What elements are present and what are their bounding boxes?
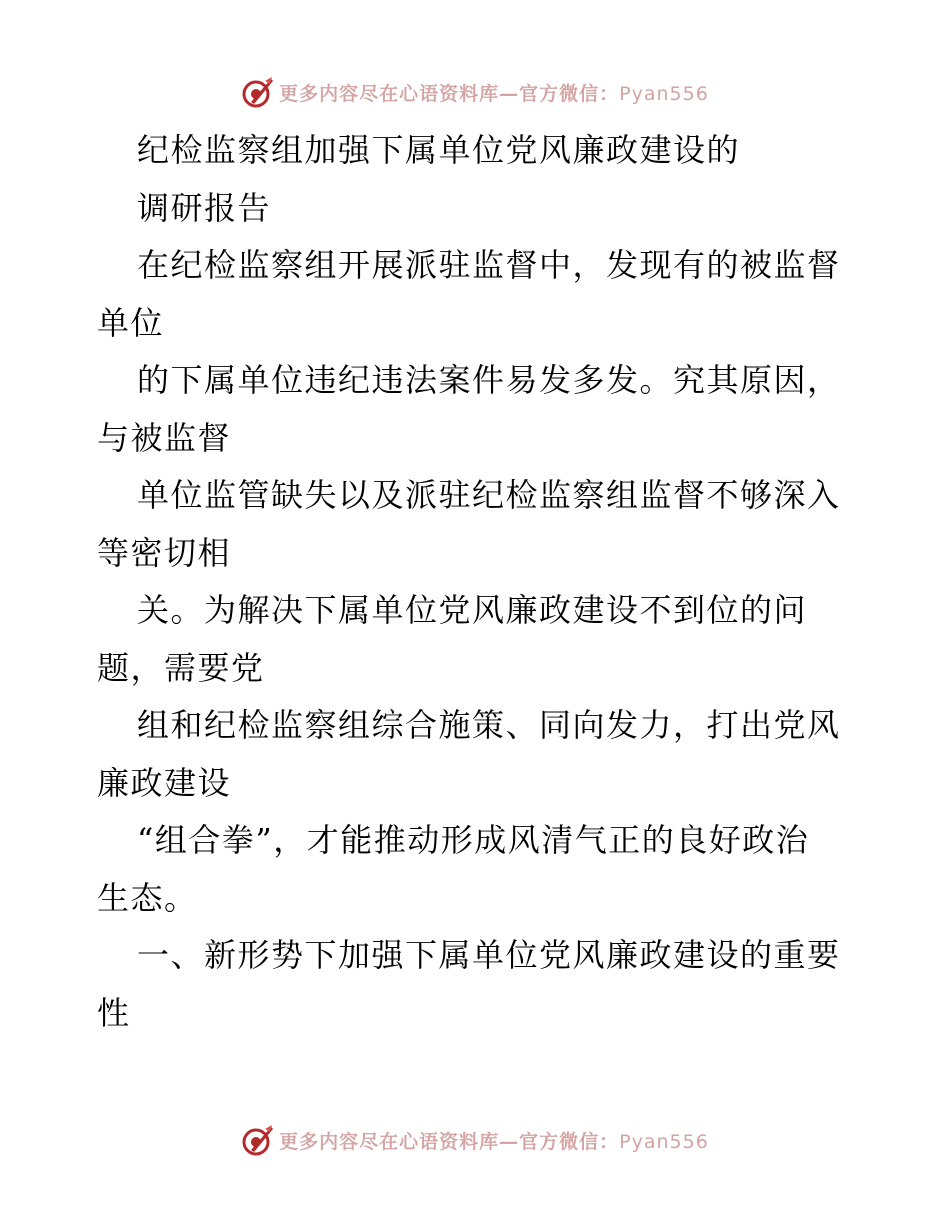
text-line: 生态。 [97,878,198,917]
header-banner [0,72,950,112]
text-line: 廉政建设 [97,763,232,802]
wechat-id: Pyan556 [619,1130,709,1153]
text-line: “组合拳”，才能推动形成风清气正的良好政治 [137,821,810,859]
text-line: 关。为解决下属单位党风廉政建设不到位的问 [137,591,808,629]
text-line: 组和纪检监察组综合施策、同向发力，打出党风 [137,706,841,744]
banner-text [279,79,709,106]
text-line: 与被监督 [97,418,232,457]
text-line: 在纪检监察组开展派驻监督中，发现有的被监督 [137,246,841,284]
banner-text [279,1127,709,1154]
banner-label: 更多内容尽在心语资料库—官方微信： [279,1130,620,1153]
text-line: 调研报告 [137,188,272,227]
quill-logo-icon [241,1123,275,1157]
footer-banner [0,1120,950,1160]
text-line: 单位监管缺失以及派驻纪检监察组监督不够深入 [137,476,841,514]
document-body [97,122,857,1042]
text-line: 纪检监察组加强下属单位党风廉政建设的 [137,131,741,169]
banner-label: 更多内容尽在心语资料库—官方微信： [279,82,620,105]
text-line: 单位 [97,303,165,342]
text-line: 题，需要党 [97,648,265,687]
text-line: 性 [97,993,131,1032]
quill-logo-icon [241,75,275,109]
text-line: 的下属单位违纪违法案件易发多发。究其原因， [137,361,841,399]
text-line: 一、新形势下加强下属单位党风廉政建设的重要 [137,936,841,974]
wechat-id: Pyan556 [619,82,709,105]
text-line: 等密切相 [97,533,232,572]
